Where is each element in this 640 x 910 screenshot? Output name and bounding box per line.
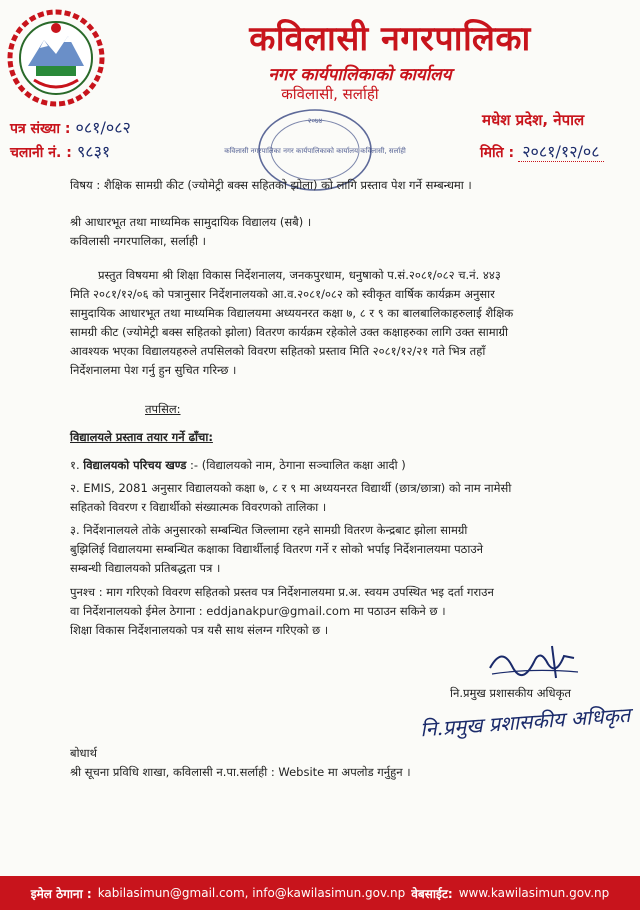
addressee-line-1: श्री आधारभूत तथा माध्यमिक सामुदायिक विद्यालय (सबै) । [70, 215, 312, 229]
dispatch-number-label: चलानी नं. : [10, 145, 72, 161]
reference-number-label: पत्र संख्या : [10, 121, 71, 137]
handwritten-signature [482, 638, 592, 684]
letter-subject: विषय : शैक्षिक सामग्री कीट (ज्योमेट्री बक्स सहितको झोला) को लागि प्रस्ताव पेश गर्ने सम्बन्धमा । [70, 178, 472, 192]
municipality-title: कविलासी नगरपालिका [249, 19, 531, 59]
reference-number-value: ०८१/०८२ [75, 118, 131, 137]
svg-text:कविलासी नगरपालिका नगर कार्यपाल: कविलासी नगरपालिका नगर कार्यपालिकाको कार्यालय कविलासी, सर्लाही [224, 147, 406, 155]
postscript-block [70, 583, 630, 640]
body-line: निर्देशनालमा पेश गर्नु हुन सुचित गरिन्छ । [70, 363, 237, 377]
body-line: सामग्री कीट (ज्योमेट्री बक्स सहितको झोला) वितरण कार्यक्रम रहेकोले उक्त कक्षाहरुका लागि उक्त सामाग्री [70, 325, 509, 339]
list-item: सम्बन्धी विद्यालयको प्रतिबद्धता पत्र । [70, 561, 221, 575]
list-item: २. EMIS, 2081 अनुसार विद्यालयको कक्षा ७, ८ र ९ मा अध्ययनरत विद्यार्थी (छात्र/छात्रा) को नाम नामेसी [70, 481, 512, 495]
postscript-line: शिक्षा विकास निर्देशनालयको पत्र यसै साथ संलग्न गरिएको छ । [70, 623, 329, 637]
postscript-line: वा निर्देशनालयको ईमेल ठेगाना : eddjanakpur@gmail.com मा पठाउन सकिने छ । [70, 604, 446, 618]
svg-text:२०७४: २०७४ [307, 117, 323, 125]
addressee-block [70, 213, 610, 251]
tapasil-heading: तपसिल: [145, 402, 181, 416]
footer-contact-bar [0, 876, 640, 910]
body-paragraph [70, 266, 630, 380]
format-items-list [70, 456, 630, 578]
format-heading: विद्यालयले प्रस्ताव तयार गर्ने ढाँचा: [70, 430, 213, 444]
signatory-stamp-title: नि.प्रमुख प्रशासकीय अधिकृत [419, 702, 632, 742]
list-item: ३. निर्देशनालयले तोके अनुसारको सम्बन्धित जिल्लामा रहने सामग्री वितरण केन्द्रबाट झोला सामग्री [70, 523, 468, 537]
footer-website: www.kawilasimun.gov.np [458, 886, 610, 900]
footer-email-label: इमेल ठेगाना : [30, 886, 92, 901]
footer-emails: kabilasimun@gmail.com, info@kawilasimun.gov.np [97, 886, 406, 900]
date-label: मिति : [480, 145, 515, 161]
office-name: नगर कार्यपालिकाको कार्यालय [268, 65, 452, 85]
reference-number-row [10, 116, 131, 138]
province-label: मधेश प्रदेश, नेपाल [482, 111, 585, 129]
dispatch-number-value: ९८३१ [76, 142, 111, 161]
postscript-line: पुनश्च : माग गरिएको विवरण सहितको प्रस्तव पत्र निर्देशनालयमा प्र.अ. स्वयम उपस्थित भइ दर्ता गराउन [70, 585, 494, 599]
dispatch-number-row [10, 140, 110, 162]
list-item: बुझिलिई विद्यालयमा सम्बन्धित कक्षाका विद्यार्थीलाई वितरण गर्ने र सोको भर्पाइ निर्देशनालयमा पठाउने [70, 542, 484, 556]
footer-website-label: वेबसाईट: [411, 886, 453, 901]
date-value: २०८१/१२/०८ [518, 142, 603, 162]
body-line: प्रस्तुत विषयमा श्री शिक्षा विकास निर्देशनालय, जनकपुरधाम, धनुषाको प.सं.२०८१/०८२ च.नं. ४४३ [98, 268, 501, 282]
cc-block [70, 744, 630, 782]
body-line: मिति २०८१/१२/०६ को पत्रानुसार निर्देशनालयको आ.व.२०८१/०८२ को स्वीकृत वार्षिक कार्यक्रम अनुसार [70, 287, 495, 301]
cc-label: बोधार्थ [70, 746, 97, 760]
body-line: सामुदायिक आधारभूत तथा माध्यमिक विद्यालयमा अध्ययनरत कक्षा ७, ८ र ९ का बालबालिकाहरुलाई शैक्षिक [70, 306, 514, 320]
list-item: सहितको विवरण र विद्यार्थीको संख्यात्मक विवरणको तालिका । [70, 500, 327, 514]
signatory-title: नि.प्रमुख प्रशासकीय अधिकृत [450, 686, 571, 700]
list-item: १. विद्यालयको परिचय खण्ड :- (विद्यालयको नाम, ठेगाना सञ्चालित कक्षा आदी ) [70, 458, 406, 472]
cc-line: श्री सूचना प्रविधि शाखा, कविलासी न.पा.सर्लाही : Website मा अपलोड गर्नुहुन । [70, 765, 411, 779]
date-row [480, 140, 630, 162]
office-place: कविलासी, सर्लाही [281, 85, 379, 103]
municipality-emblem-logo [6, 8, 106, 108]
addressee-line-2: कविलासी नगरपालिका, सर्लाही । [70, 234, 207, 248]
body-line: आवश्यक भएका विद्यालयहरुले तपसिलको विवरण सहितको प्रस्ताव मिति २०८१/१२/२१ गते भित्र तहाँ [70, 344, 486, 358]
